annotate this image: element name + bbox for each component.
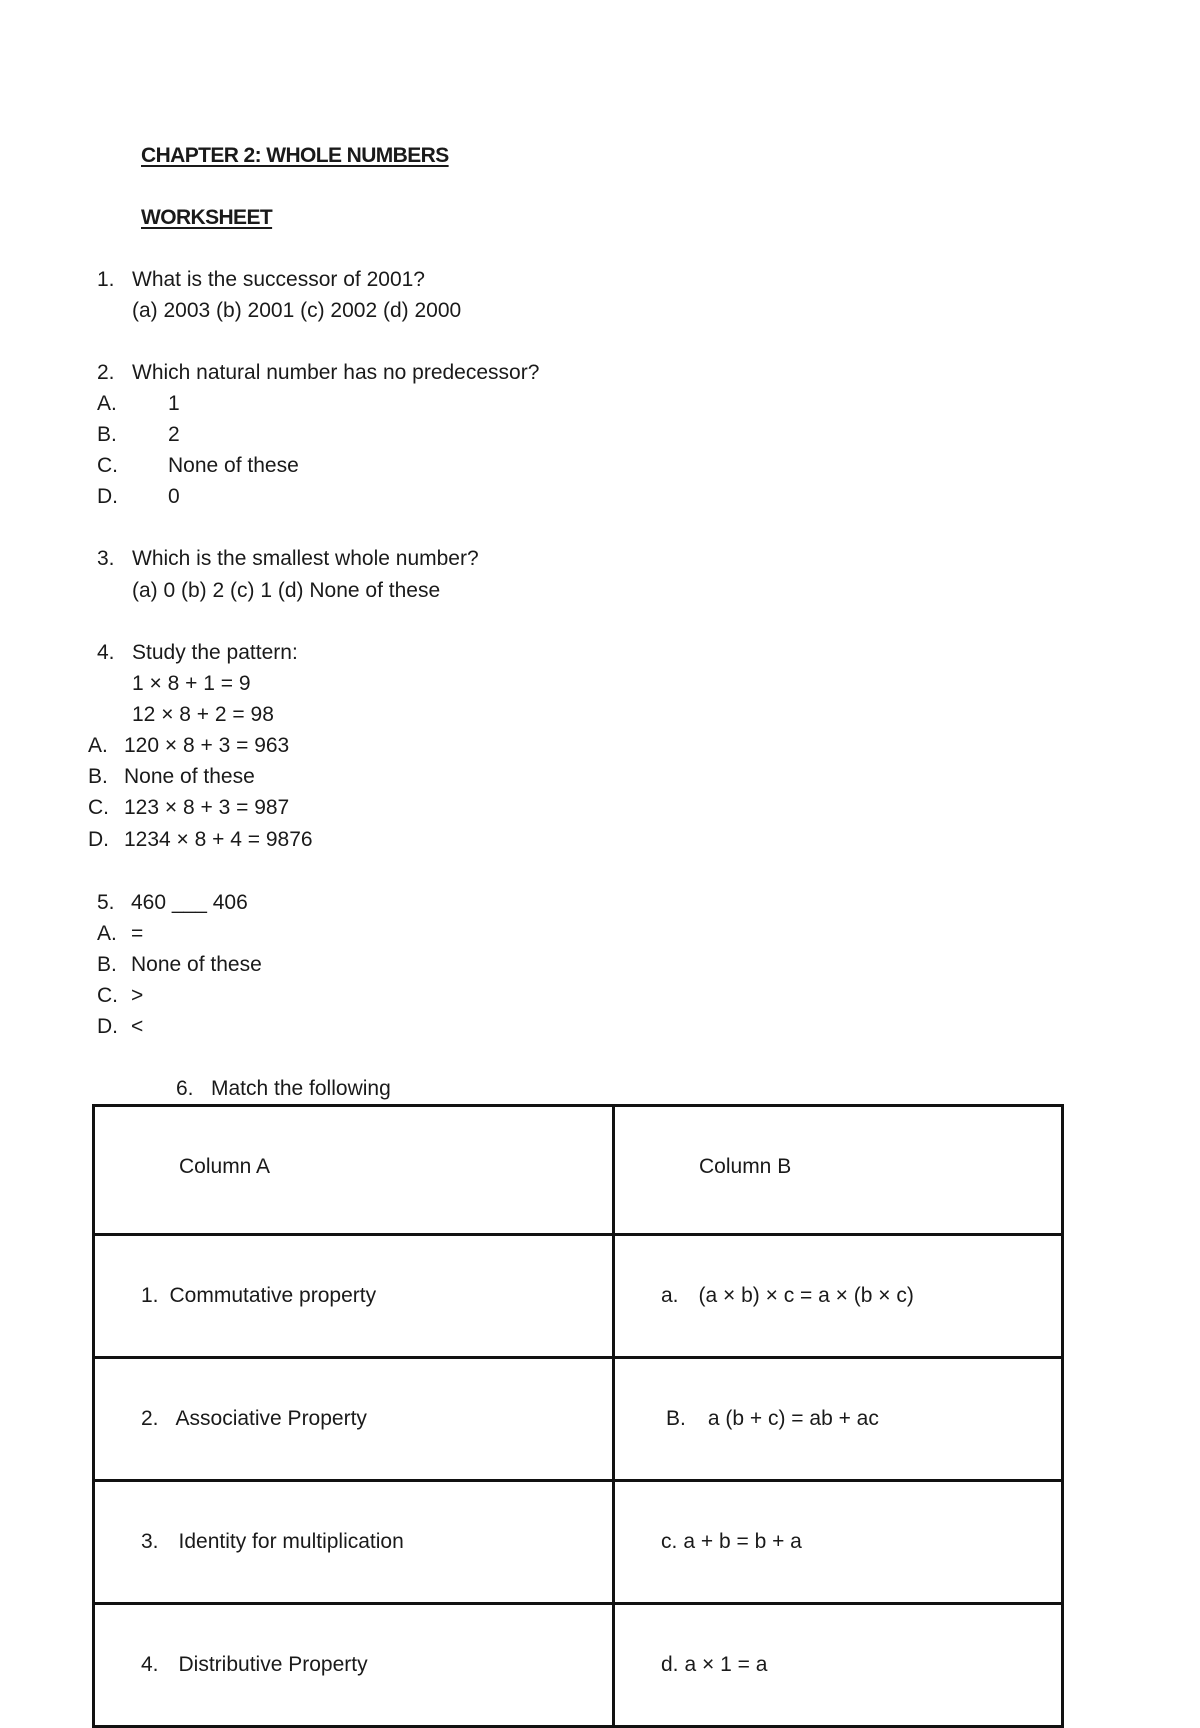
question-2-option-letter: B. — [97, 423, 117, 446]
table-row — [94, 1481, 1063, 1604]
row-number: 3. — [141, 1530, 159, 1553]
question-4-option-text: 1234 × 8 + 4 = 9876 — [124, 828, 313, 851]
column-b-header: Column B — [699, 1155, 792, 1178]
formula: (a × b) × c = a × (b × c) — [698, 1284, 914, 1307]
question-4-text: Study the pattern: — [132, 641, 298, 664]
formula: a + b = b + a — [683, 1530, 802, 1553]
table-cell — [94, 1604, 614, 1727]
formula-letter: B. — [666, 1407, 686, 1430]
property-name: Distributive Property — [178, 1653, 368, 1676]
question-4-option-text: None of these — [124, 765, 255, 788]
question-1-options: (a) 2003 (b) 2001 (c) 2002 (d) 2000 — [132, 299, 462, 322]
table-header-row — [94, 1106, 1063, 1235]
question-4-number: 4. — [97, 641, 115, 664]
property-name: Commutative property — [169, 1284, 377, 1307]
chapter-title: CHAPTER 2: WHOLE NUMBERS — [141, 144, 449, 167]
table-cell — [614, 1604, 1063, 1727]
question-2-option-letter: A. — [97, 392, 117, 415]
table-cell — [94, 1481, 614, 1604]
row-number: 1. — [141, 1284, 159, 1307]
table-cell — [614, 1235, 1063, 1358]
question-5-option-letter: A. — [97, 922, 117, 945]
question-2-option-text: None of these — [168, 454, 299, 477]
row-number: 4. — [141, 1653, 159, 1676]
question-5-option-text: > — [131, 984, 144, 1007]
table-row — [94, 1604, 1063, 1727]
question-5-option-text: < — [131, 1015, 144, 1038]
question-1-text: What is the successor of 2001? — [132, 268, 425, 291]
question-2-option-text: 0 — [168, 485, 180, 508]
question-4-option-letter: A. — [88, 734, 108, 757]
question-3-options: (a) 0 (b) 2 (c) 1 (d) None of these — [132, 579, 441, 602]
question-5-option-letter: C. — [97, 984, 118, 1007]
question-6-text: Match the following — [211, 1077, 391, 1100]
question-2-number: 2. — [97, 361, 115, 384]
question-2-option-letter: D. — [97, 485, 118, 508]
table-row — [94, 1358, 1063, 1481]
formula-letter: a. — [661, 1284, 679, 1307]
question-5-option-letter: B. — [97, 953, 117, 976]
property-name: Associative Property — [175, 1407, 367, 1430]
question-6-number: 6. — [176, 1077, 194, 1100]
formula: a × 1 = a — [684, 1653, 768, 1676]
question-4-option-text: 123 × 8 + 3 = 987 — [124, 796, 290, 819]
question-2-option-letter: C. — [97, 454, 118, 477]
row-number: 2. — [141, 1407, 159, 1430]
formula: a (b + c) = ab + ac — [707, 1407, 879, 1430]
question-4-pattern-line: 1 × 8 + 1 = 9 — [132, 672, 251, 695]
question-3-text: Which is the smallest whole number? — [132, 547, 479, 570]
table-cell — [94, 1235, 614, 1358]
match-table — [92, 1104, 1064, 1728]
formula-letter: c. — [661, 1530, 678, 1553]
formula-letter: d. — [661, 1653, 679, 1676]
question-4-option-letter: C. — [88, 796, 109, 819]
table-cell — [94, 1358, 614, 1481]
question-4-option-letter: B. — [88, 765, 108, 788]
question-3-number: 3. — [97, 547, 115, 570]
table-header-cell — [94, 1106, 614, 1235]
table-header-cell — [614, 1106, 1063, 1235]
question-5-number: 5. — [97, 891, 115, 914]
table-row — [94, 1235, 1063, 1358]
table-cell — [614, 1358, 1063, 1481]
question-2-option-text: 1 — [168, 392, 180, 415]
question-2-text: Which natural number has no predecessor? — [132, 361, 540, 384]
question-1-number: 1. — [97, 268, 115, 291]
question-4-pattern-line: 12 × 8 + 2 = 98 — [132, 703, 274, 726]
question-5-option-text: = — [131, 922, 144, 945]
question-5-text: 460 ___ 406 — [131, 891, 248, 914]
property-name: Identity for multiplication — [178, 1530, 404, 1553]
question-5-option-letter: D. — [97, 1015, 118, 1038]
question-5-option-text: None of these — [131, 953, 262, 976]
question-4-option-text: 120 × 8 + 3 = 963 — [124, 734, 290, 757]
question-4-option-letter: D. — [88, 828, 109, 851]
column-a-header: Column A — [179, 1155, 271, 1178]
worksheet-title: WORKSHEET — [141, 206, 273, 229]
question-2-option-text: 2 — [168, 423, 180, 446]
table-cell — [614, 1481, 1063, 1604]
